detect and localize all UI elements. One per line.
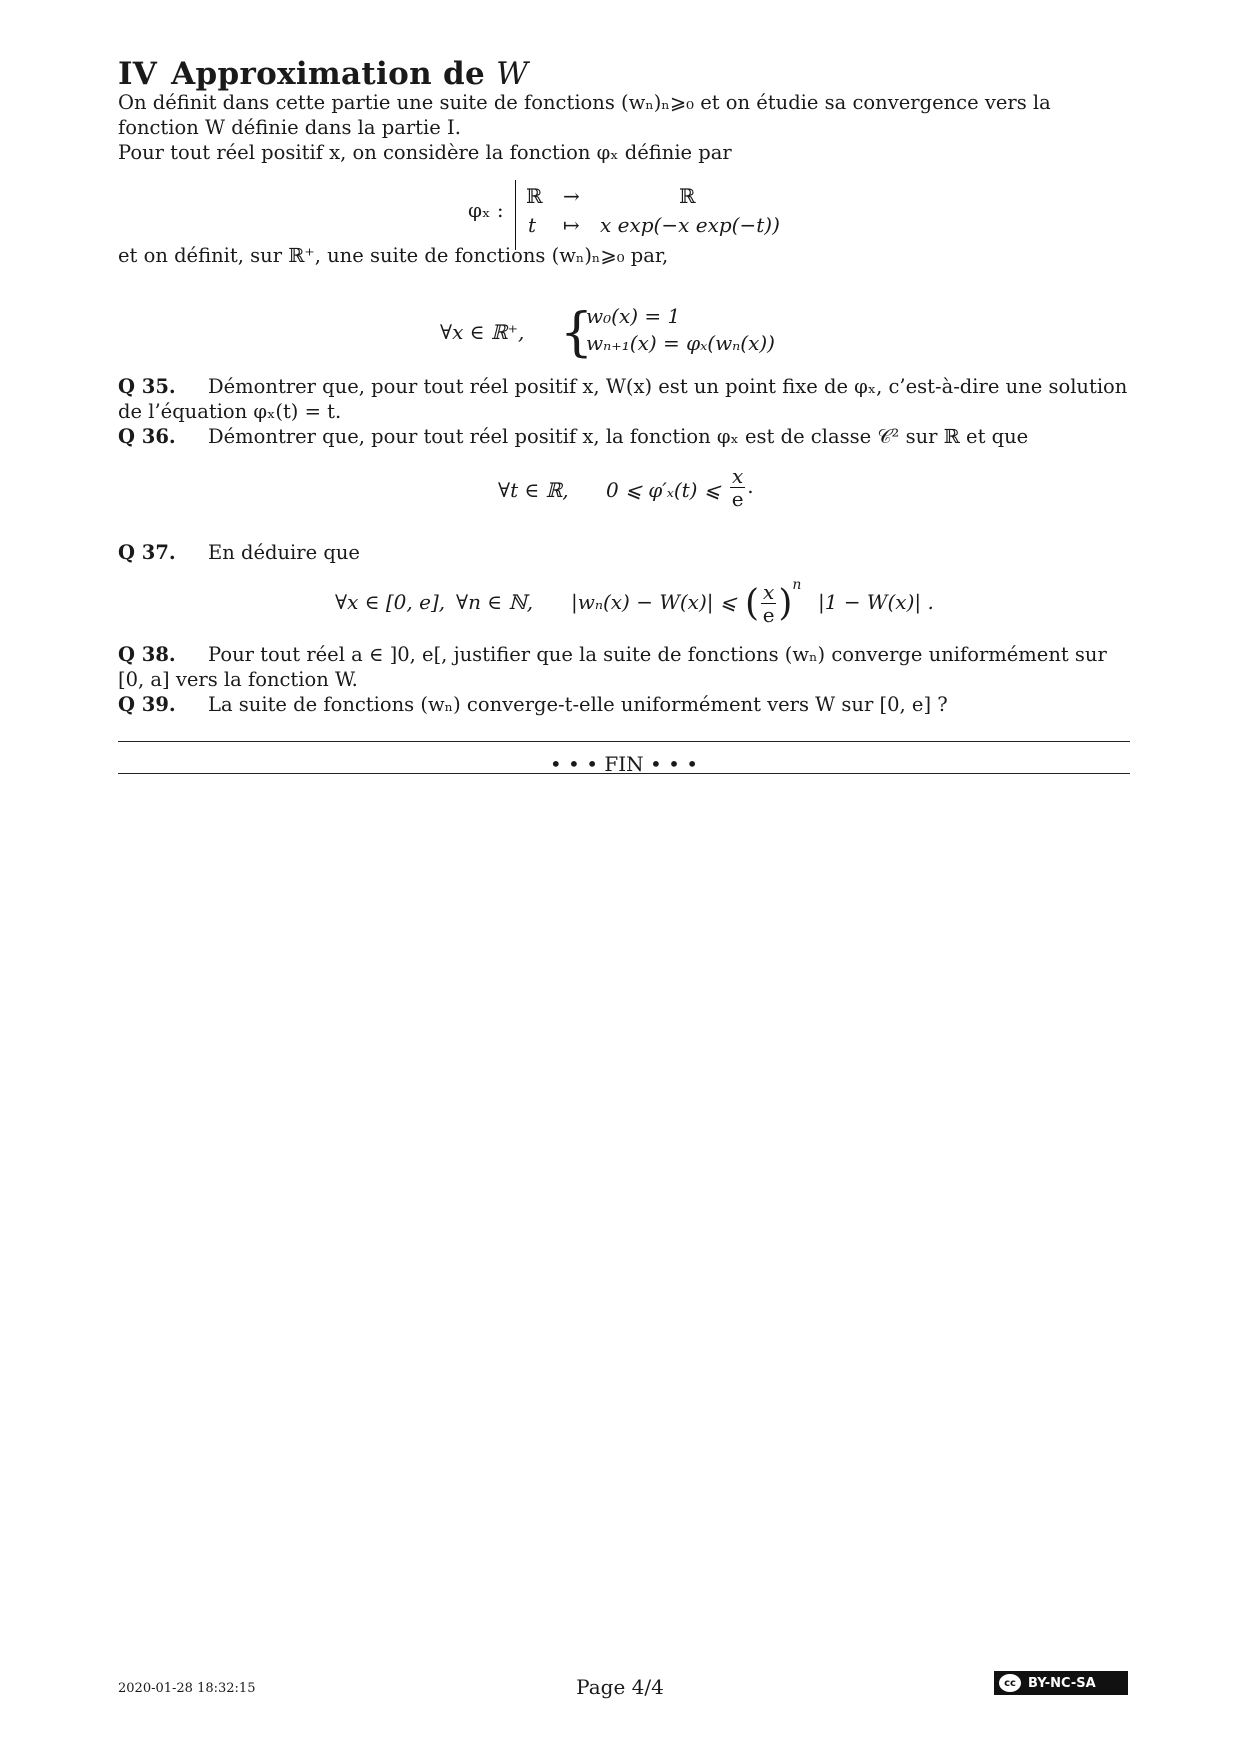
phi-expression: x exp(−x exp(−t)) — [600, 213, 780, 237]
eq37-fraction: ( $\frac{x}{e}$ )$^n$ — [745, 577, 802, 627]
phi-var: t — [528, 213, 537, 237]
question-36-text: Démontrer que, pour tout réel positif x, la fonction φₓ est de classe 𝒞² sur ℝ et que — [208, 425, 1029, 448]
recurrence-brace: { — [560, 303, 594, 363]
eq37-exponent: n — [792, 577, 802, 593]
section-title-text: Approximation de — [171, 56, 486, 92]
question-39 — [118, 692, 1130, 717]
question-38 — [118, 642, 1130, 692]
phi-arrow-2: ↦ — [563, 213, 580, 237]
section-title — [118, 56, 528, 92]
question-35-text: Démontrer que, pour tout réel positif x, W(x) est un point fixe de φₓ, c’est-à-dire une solution de l’équation φₓ(t) = t. — [118, 375, 1128, 423]
eq36-fraction — [728, 465, 754, 510]
question-36 — [118, 424, 1130, 449]
eq37-denominator: e — [762, 603, 775, 627]
eq37-quantifier-2: ∀n ∈ ℕ, — [456, 590, 534, 614]
question-39-label: Q 39. — [118, 693, 176, 716]
section-title-variable: W — [496, 56, 529, 92]
phi-codomain: ℝ — [679, 184, 696, 208]
question-38-label: Q 38. — [118, 643, 176, 666]
question-37 — [118, 540, 1130, 565]
eq36-numerator: x — [732, 464, 744, 488]
fin-rule-top — [118, 741, 1130, 742]
eq37-quantifier-1: ∀x ∈ [0, e], — [335, 590, 446, 614]
intro-paragraph-2: Pour tout réel positif x, on considère la fonction φₓ définie par — [118, 141, 732, 164]
eq36-lhs: 0 ⩽ φ′ₓ(t) ⩽ — [606, 478, 721, 502]
phi-name: φₓ : — [468, 198, 504, 222]
question-35 — [118, 374, 1130, 424]
phi-bar — [515, 180, 516, 250]
question-36-label: Q 36. — [118, 425, 176, 448]
question-37-label: Q 37. — [118, 541, 176, 564]
footer-date: 2020-01-28 18:32:15 — [118, 1681, 256, 1696]
creative-commons-icon: cc — [998, 1673, 1022, 1693]
license-label: BY-NC-SA — [1028, 1675, 1096, 1691]
question-39-text: La suite de fonctions (wₙ) converge-t-elle uniformément vers W sur [0, e] ? — [208, 693, 948, 716]
section-number: IV — [118, 56, 158, 92]
recurrence-quantifier: ∀x ∈ ℝ⁺, — [440, 320, 525, 344]
question-37-text: En déduire que — [208, 541, 360, 564]
recurrence-line-1: w₀(x) = 1 — [586, 304, 681, 328]
recurrence-line-2: wₙ₊₁(x) = φₓ(wₙ(x)) — [586, 331, 775, 355]
intro-paragraph-3: et on définit, sur ℝ⁺, une suite de fonctions (wₙ)ₙ⩾₀ par, — [118, 244, 669, 267]
page — [118, 0, 1130, 1754]
footer-page-number: Page 4/4 — [576, 1675, 664, 1699]
phi-domain: ℝ — [526, 184, 543, 208]
phi-arrow-1: → — [563, 184, 580, 208]
question-35-label: Q 35. — [118, 375, 176, 398]
eq36-quantifier: ∀t ∈ ℝ, — [498, 478, 569, 502]
intro-paragraph-1: On définit dans cette partie une suite de fonctions (wₙ)ₙ⩾₀ et on étudie sa convergence vers la fonction W définie dans la partie I. — [118, 91, 1051, 139]
eq36-end: . — [747, 474, 754, 498]
eq37-rhs: |1 − W(x)| . — [818, 590, 934, 614]
license-badge — [994, 1671, 1128, 1695]
fin-rule-bottom — [118, 773, 1130, 774]
eq37-lhs: |wₙ(x) − W(x)| ⩽ — [571, 590, 737, 614]
eq37-numerator: x — [763, 580, 775, 604]
question-38-text: Pour tout réel a ∈ ]0, e[, justifier que la suite de fonctions (wₙ) converge uniformément sur [0, a] vers la fonction W. — [118, 643, 1107, 691]
fin-marker: • • • FIN • • • — [549, 752, 699, 776]
eq36-denominator: e — [731, 487, 744, 511]
